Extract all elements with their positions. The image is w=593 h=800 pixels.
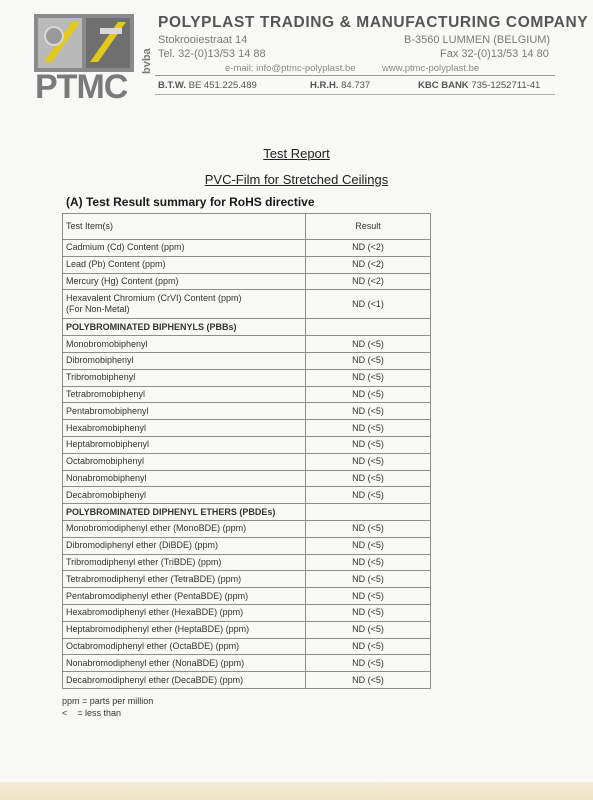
result-cell: ND (<5) bbox=[306, 588, 431, 605]
table-row bbox=[63, 386, 431, 403]
footnote-less-than: < = less than bbox=[62, 707, 122, 718]
test-item-cell: Octabromobiphenyl bbox=[63, 453, 306, 470]
group-result-empty bbox=[306, 504, 431, 521]
table-row bbox=[63, 436, 431, 453]
result-cell: ND (<5) bbox=[306, 453, 431, 470]
table-row bbox=[63, 554, 431, 571]
test-item-cell: Heptabromobiphenyl bbox=[63, 436, 306, 453]
table-row bbox=[63, 571, 431, 588]
result-cell: ND (<5) bbox=[306, 352, 431, 369]
column-header-item: Test Item(s) bbox=[63, 214, 306, 240]
table-row bbox=[63, 588, 431, 605]
table-row bbox=[63, 256, 431, 273]
test-item-cell: Tetrabromodiphenyl ether (TetraBDE) (ppm) bbox=[63, 571, 306, 588]
test-item-cell: Octabromodiphenyl ether (OctaBDE) (ppm) bbox=[63, 638, 306, 655]
result-cell: ND (<5) bbox=[306, 604, 431, 621]
result-cell: ND (<5) bbox=[306, 655, 431, 672]
table-row bbox=[63, 290, 431, 319]
result-cell: ND (<5) bbox=[306, 420, 431, 437]
result-cell: ND (<5) bbox=[306, 672, 431, 689]
test-item-cell: Hexabromobiphenyl bbox=[63, 420, 306, 437]
table-row bbox=[63, 336, 431, 353]
street-address: Stokrooiestraat 14 bbox=[158, 34, 248, 46]
company-logo bbox=[30, 10, 153, 106]
logo-subtitle: bvba bbox=[141, 48, 153, 74]
table-row bbox=[63, 240, 431, 257]
result-cell: ND (<5) bbox=[306, 487, 431, 504]
results-table bbox=[62, 213, 431, 689]
result-cell: ND (<1) bbox=[306, 290, 431, 319]
table-group-row bbox=[63, 504, 431, 521]
header-divider bbox=[155, 75, 555, 76]
group-label: POLYBROMINATED DIPHENYL ETHERS (PBDEs) bbox=[63, 504, 306, 521]
table-row bbox=[63, 487, 431, 504]
table-row bbox=[63, 453, 431, 470]
result-cell: ND (<2) bbox=[306, 256, 431, 273]
table-row bbox=[63, 672, 431, 689]
test-item-cell: Monobromodiphenyl ether (MonoBDE) (ppm) bbox=[63, 520, 306, 537]
result-cell: ND (<2) bbox=[306, 273, 431, 290]
company-name: POLYPLAST TRADING & MANUFACTURING COMPANY bbox=[158, 14, 589, 31]
table-header-row bbox=[63, 214, 431, 240]
test-item-cell: Pentabromodiphenyl ether (PentaBDE) (ppm) bbox=[63, 588, 306, 605]
test-item-cell bbox=[63, 290, 306, 319]
scan-edge bbox=[0, 782, 593, 800]
report-title: Test Report bbox=[263, 146, 330, 161]
table-row bbox=[63, 638, 431, 655]
test-item-cell: Mercury (Hg) Content (ppm) bbox=[63, 273, 306, 290]
test-item-cell: Pentabromobiphenyl bbox=[63, 403, 306, 420]
registry-number: H.R.H. 84.737 bbox=[310, 80, 371, 91]
vat-number: B.T.W. BE 451.225.489 bbox=[158, 80, 257, 91]
result-cell: ND (<2) bbox=[306, 240, 431, 257]
result-cell: ND (<5) bbox=[306, 621, 431, 638]
table-row bbox=[63, 352, 431, 369]
test-item-cell: Hexabromodiphenyl ether (HexaBDE) (ppm) bbox=[63, 604, 306, 621]
test-item-cell: Nonabromodiphenyl ether (NonaBDE) (ppm) bbox=[63, 655, 306, 672]
table-row bbox=[63, 520, 431, 537]
table-row bbox=[63, 537, 431, 554]
result-cell: ND (<5) bbox=[306, 386, 431, 403]
result-cell: ND (<5) bbox=[306, 520, 431, 537]
test-item-line2: (For Non-Metal) bbox=[66, 304, 130, 315]
table-row bbox=[63, 369, 431, 386]
test-item-line1: Hexavalent Chromium (CrVI) Content (ppm) bbox=[66, 293, 242, 304]
footnotes bbox=[62, 696, 153, 719]
table-row bbox=[63, 604, 431, 621]
table-row bbox=[63, 420, 431, 437]
result-cell: ND (<5) bbox=[306, 403, 431, 420]
test-item-cell: Lead (Pb) Content (ppm) bbox=[63, 256, 306, 273]
test-item-cell: Tetrabromobiphenyl bbox=[63, 386, 306, 403]
bank-account: KBC BANK 735-1252711-41 bbox=[418, 80, 541, 91]
result-cell: ND (<5) bbox=[306, 470, 431, 487]
result-cell: ND (<5) bbox=[306, 369, 431, 386]
logo-mark-icon bbox=[34, 14, 134, 72]
test-item-cell: Cadmium (Cd) Content (ppm) bbox=[63, 240, 306, 257]
city-address: B-3560 LUMMEN (BELGIUM) bbox=[404, 34, 551, 46]
test-item-cell: Dibromodiphenyl ether (DiBDE) (ppm) bbox=[63, 537, 306, 554]
header-divider-bottom bbox=[155, 94, 555, 95]
test-item-cell: Decabromodiphenyl ether (DecaBDE) (ppm) bbox=[63, 672, 306, 689]
result-cell: ND (<5) bbox=[306, 571, 431, 588]
website: www.ptmc-polyplast.be bbox=[382, 63, 480, 74]
test-item-cell: Tribromodiphenyl ether (TriBDE) (ppm) bbox=[63, 554, 306, 571]
test-item-cell: Tribromobiphenyl bbox=[63, 369, 306, 386]
group-result-empty bbox=[306, 319, 431, 336]
test-item-cell: Decabromobiphenyl bbox=[63, 487, 306, 504]
test-item-cell: Dibromobiphenyl bbox=[63, 352, 306, 369]
table-row bbox=[63, 655, 431, 672]
table-row bbox=[63, 470, 431, 487]
logo-wordmark: PTMC bbox=[35, 68, 128, 106]
test-item-cell: Monobromobiphenyl bbox=[63, 336, 306, 353]
column-header-result: Result bbox=[306, 214, 431, 240]
group-label: POLYBROMINATED BIPHENYLS (PBBs) bbox=[63, 319, 306, 336]
fax: Fax 32-(0)13/53 14 80 bbox=[440, 48, 549, 60]
footnote-ppm: ppm = parts per million bbox=[62, 696, 154, 706]
table-row bbox=[63, 403, 431, 420]
table-row bbox=[63, 273, 431, 290]
result-cell: ND (<5) bbox=[306, 436, 431, 453]
section-heading: (A) Test Result summary for RoHS directive bbox=[66, 195, 315, 209]
table-row bbox=[63, 621, 431, 638]
result-cell: ND (<5) bbox=[306, 638, 431, 655]
telephone: Tel. 32-(0)13/53 14 88 bbox=[158, 48, 266, 60]
result-cell: ND (<5) bbox=[306, 537, 431, 554]
report-subtitle: PVC-Film for Stretched Ceilings bbox=[204, 172, 389, 187]
test-item-cell: Nonabromobiphenyl bbox=[63, 470, 306, 487]
result-cell: ND (<5) bbox=[306, 554, 431, 571]
table-group-row bbox=[63, 319, 431, 336]
test-item-cell: Heptabromodiphenyl ether (HeptaBDE) (ppm) bbox=[63, 621, 306, 638]
email: e-mail: info@ptmc-polyplast.be bbox=[225, 63, 356, 74]
result-cell: ND (<5) bbox=[306, 336, 431, 353]
